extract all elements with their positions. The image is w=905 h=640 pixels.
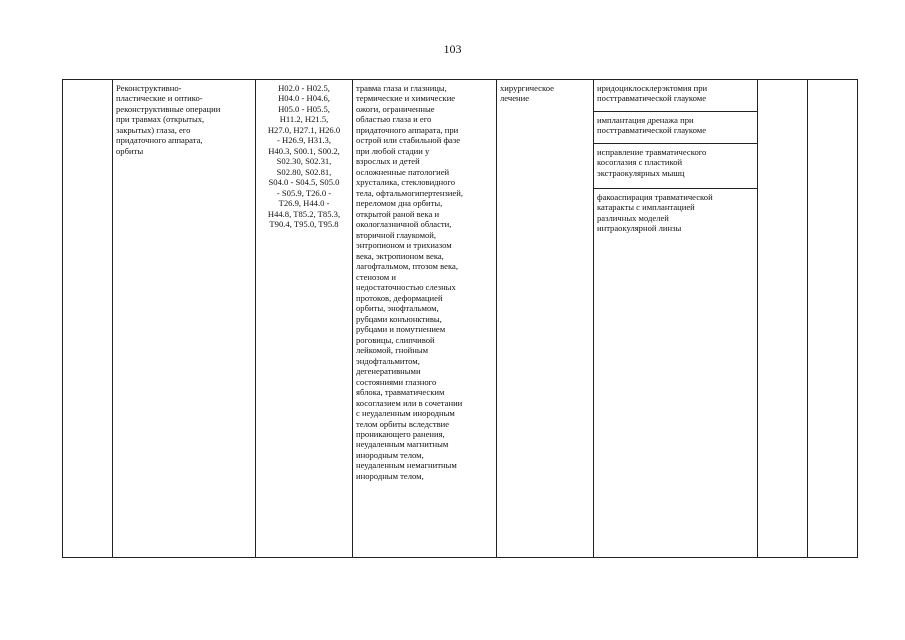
text-line: S02.30, S02.31, <box>276 156 332 167</box>
text-line: осложненные патологией <box>356 166 450 177</box>
text-line: неудаленным магнитным <box>356 439 449 450</box>
text-line: тела, офтальмогипертензией, <box>356 187 463 198</box>
text-line: лагофтальмом, птозом века, <box>356 261 458 272</box>
text-line: с неудаленным инородным <box>356 408 455 419</box>
text-line: S02.80, S02.81, <box>276 166 332 177</box>
text-line: H05.0 - H05.5, <box>278 103 330 114</box>
page-number: 103 <box>443 42 462 56</box>
text-line: реконструктивные операции <box>116 103 221 114</box>
icd-codes-cell <box>256 80 353 558</box>
treatment-method <box>594 80 757 112</box>
row-number-cell <box>63 80 113 558</box>
text-line: состояниями глазного <box>356 376 437 387</box>
text-line: Реконструктивно- <box>116 83 182 93</box>
text-line: яблока, травматическим <box>356 387 445 398</box>
text-line: H40.3, S00.1, S00.2, <box>268 145 340 156</box>
text-line: телом орбиты вследствие <box>356 418 450 429</box>
text-line: вторичной глаукомой, <box>356 229 437 240</box>
text-line: века, эктропионом века, <box>356 250 444 261</box>
text-line: роговицы, слипчивой <box>356 334 435 345</box>
care-type-text <box>116 83 252 156</box>
text-line: косоглазием или в сочетании <box>356 397 463 408</box>
text-line: H27.0, H27.1, H26.0 <box>267 124 341 135</box>
text-line: областью глаза и его <box>356 114 432 125</box>
text-line: стенозом и <box>356 271 396 282</box>
text-line: недостаточностью слезных <box>356 282 456 293</box>
text-line: H11.2, H21.5, <box>279 114 329 125</box>
treatment-method <box>594 144 757 189</box>
text-line: ожоги, ограниченные <box>356 103 435 114</box>
text-line: S04.0 - S04.5, S05.0 <box>268 177 340 188</box>
text-line: посттравматической глаукоме <box>597 125 707 136</box>
text-line: имплантация дренажа при <box>597 115 694 125</box>
text-line: H02.0 - H02.5, <box>278 83 330 93</box>
treatment-type-cell <box>497 80 594 558</box>
care-type-cell <box>113 80 256 558</box>
text-line: исправление травматического <box>597 147 707 157</box>
patient-model-text <box>356 83 493 481</box>
text-line: пластические и оптико- <box>116 93 203 104</box>
text-line: энтропионом и трихиазом <box>356 240 452 251</box>
text-line: при любой стадии у <box>356 145 430 156</box>
text-line: неудаленным немагнитным <box>356 460 457 471</box>
text-line: факоаспирация травматической <box>597 192 713 202</box>
text-line: иридоциклосклерэктомия при <box>597 83 708 93</box>
text-line: интраокулярной линзы <box>597 223 682 234</box>
treatment-method <box>594 189 757 557</box>
cost-cell <box>758 80 808 558</box>
text-line: дегенеративными <box>356 366 421 377</box>
text-line: эндофтальмитом, <box>356 355 420 366</box>
text-line: лейкомой, гнойным <box>356 345 429 356</box>
text-line: - H26.9, H31.3, <box>277 135 331 146</box>
text-line: взрослых и детей <box>356 156 420 167</box>
text-line: различных моделей <box>597 212 669 223</box>
text-line: протоков, деформацией <box>356 292 443 303</box>
text-line: травма глаза и глазницы, <box>356 83 447 93</box>
text-line: T90.4, T95.0, T95.8 <box>269 219 339 230</box>
text-line: H04.0 - H04.6, <box>278 93 330 104</box>
text-line: переломом дна орбиты, <box>356 198 443 209</box>
text-line: термические и химические <box>356 93 456 104</box>
patient-model-cell <box>353 80 497 558</box>
text-line: открытой раной века и <box>356 208 440 219</box>
text-line: проникающего ранения, <box>356 428 445 439</box>
text-line: лечение <box>500 93 530 104</box>
text-line: T26.9, H44.0 - <box>278 198 330 209</box>
medical-care-table <box>62 79 858 558</box>
text-line: экстраокулярных мышц <box>597 167 685 178</box>
text-line: хирургическое <box>500 83 554 93</box>
text-line: посттравматической глаукоме <box>597 93 707 104</box>
text-line: хрусталика, стекловидного <box>356 177 456 188</box>
text-line: инородным телом, <box>356 470 424 481</box>
text-line: орбиты, энофтальмом, <box>356 303 439 314</box>
treatment-methods-list <box>594 80 757 557</box>
treatment-type-text <box>500 83 590 104</box>
text-line: - S05.9, T26.0 - <box>276 187 332 198</box>
text-line: орбиты <box>116 145 144 156</box>
treatment-method <box>594 112 757 144</box>
text-line: рубцами и помутнением <box>356 324 446 335</box>
text-line: острой или стабильной фазе <box>356 135 461 146</box>
text-line: придаточного аппарата, при <box>356 124 459 135</box>
text-line: H44.8, T85.2, T85.3, <box>267 208 341 219</box>
text-line: косоглазия с пластикой <box>597 157 683 168</box>
text-line: инородным телом, <box>356 449 424 460</box>
table-row <box>63 80 858 558</box>
icd-codes-text <box>259 83 349 230</box>
text-line: рубцами конъюнктивы, <box>356 313 442 324</box>
text-line: закрытых) глаза, его <box>116 124 191 135</box>
text-line: придаточного аппарата, <box>116 135 203 146</box>
text-line: при травмах (открытых, <box>116 114 205 125</box>
treatment-methods-cell <box>594 80 758 558</box>
extra-cell <box>808 80 858 558</box>
text-line: катаракты с имплантацией <box>597 202 695 213</box>
text-line: окологлазничной области, <box>356 219 452 230</box>
